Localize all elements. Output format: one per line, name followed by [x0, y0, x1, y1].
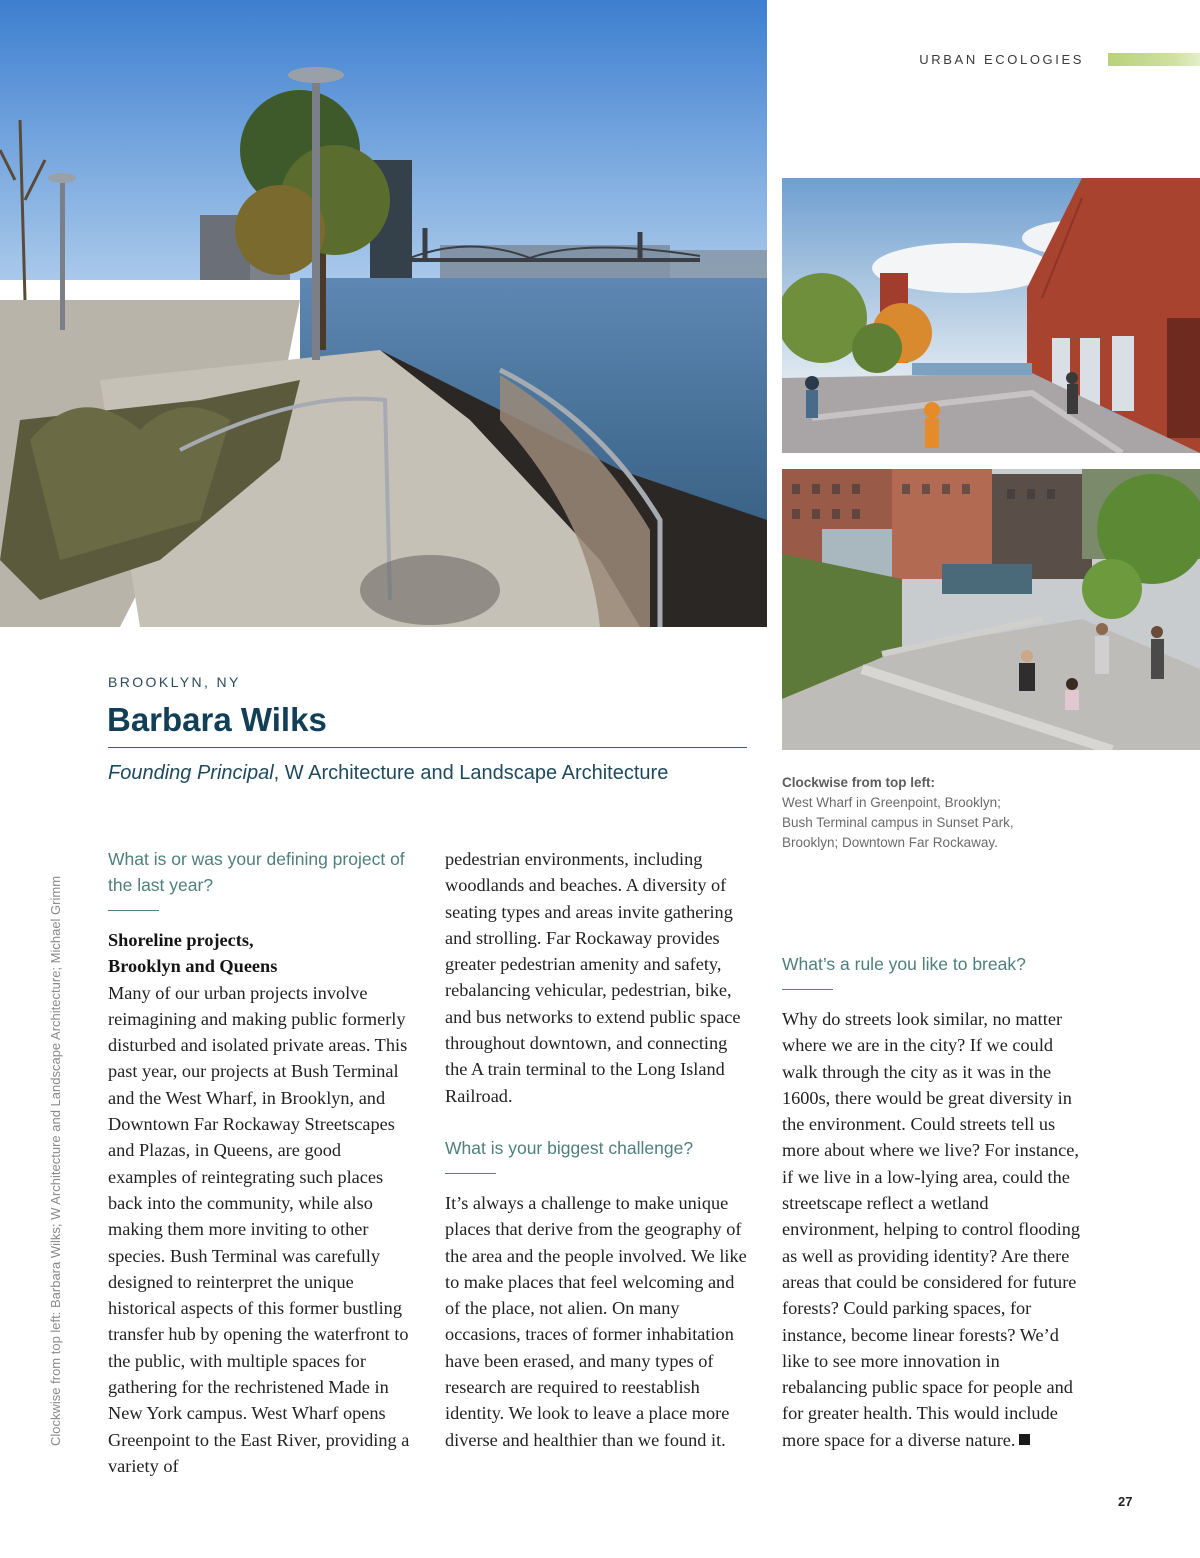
column-1 [108, 846, 414, 1479]
section-label: URBAN ECOLOGIES [919, 52, 1084, 67]
column-3 [782, 951, 1088, 1453]
answer-1-part-2: pedestrian environments, including woodlands and beaches. A diversity of seating types and areas invite gathering and strolling. Far Rockaway provides greater pedestrian amenity and safety, rebalancing vehicular, pedestrian, bike, and bus networks to extend public space throughout downtown, and connecting the A train terminal to the Long Island Railroad. [445, 849, 741, 1106]
location-label: BROOKLYN, NY [108, 674, 241, 690]
end-mark-icon [1019, 1434, 1030, 1445]
answer-3-block [782, 1006, 1088, 1453]
answer-1-part-1: Many of our urban projects involve reimagining and making public formerly disturbed and isolated private areas. This past year, our projects at Bush Terminal and the West Wharf, in Brooklyn, and Downtown Far Rockaway Streetscapes and Plazas, in Queens, are good examples of reintegrating such places back into the community, while also making them more inviting to other species. Bush Terminal was carefully designed to reinterpret the unique historical aspects of this former bustling transfer hub by opening the waterfront to the public, with multiple spaces for gathering for the rechristened Made in New York campus. West Wharf opens Greenpoint to the East River, providing a variety of [108, 982, 410, 1476]
waterfront-promenade-photo [0, 0, 767, 627]
question-3: What’s a rule you like to break? [782, 954, 1026, 974]
caption-lead: Clockwise from top left: [782, 775, 936, 790]
question-divider [108, 910, 159, 911]
answer-2: It’s always a challenge to make unique places that derive from the geography of the area and the people involved. We like to make places that feel welcoming and of the place, not alien. On many occasions, traces of former inhabitation have been erased, and many types of research are required to reestablish identity. We look to leave a place more diverse and healthier than we found it. [445, 1192, 747, 1450]
question-1: What is or was your defining project of the last year? [108, 849, 405, 895]
project-title-line-2: Brooklyn and Queens [108, 956, 278, 977]
project-title-line-1: Shoreline projects, [108, 930, 254, 950]
person-title [108, 762, 668, 785]
question-divider [445, 1173, 496, 1174]
photo-caption [782, 773, 1022, 853]
person-role: Founding Principal [108, 762, 274, 784]
bush-terminal-photo [782, 469, 1200, 750]
person-name: Barbara Wilks [107, 701, 327, 738]
answer-3: Why do streets look similar, no matter where we are in the city? If we could walk through the city as it was in the 1600s, there would be great diversity in the environment. Could streets tell us more about where we live? For instance, if we live in a low-lying area, could the streetscape reflect a wetland environment, helping to control flooding as well as providing identity? Are there areas that could be considered for future forests? Could parking spaces, for instance, become linear forests? We’d like to see more innovation in rebalancing public space for people and for greater health. This would include more space for a diverse nature. [782, 1009, 1081, 1450]
question-2: What is your biggest challenge? [445, 1137, 694, 1158]
photo-credit: Clockwise from top left: Barbara Wilks; W Architecture and Landscape Architecture; Michael Grimm [48, 875, 63, 1446]
caption-text: West Wharf in Greenpoint, Brooklyn; Bush Terminal campus in Sunset Park, Brooklyn; Downtown Far Rockaway. [782, 795, 1014, 850]
person-organization: , W Architecture and Landscape Architecture [273, 762, 669, 784]
section-accent-bar [1108, 53, 1200, 66]
west-wharf-rendering [782, 178, 1200, 453]
column-2 [445, 846, 750, 1453]
page-number: 27 [1118, 1494, 1133, 1509]
question-divider [782, 989, 833, 990]
heading-divider [108, 747, 747, 748]
